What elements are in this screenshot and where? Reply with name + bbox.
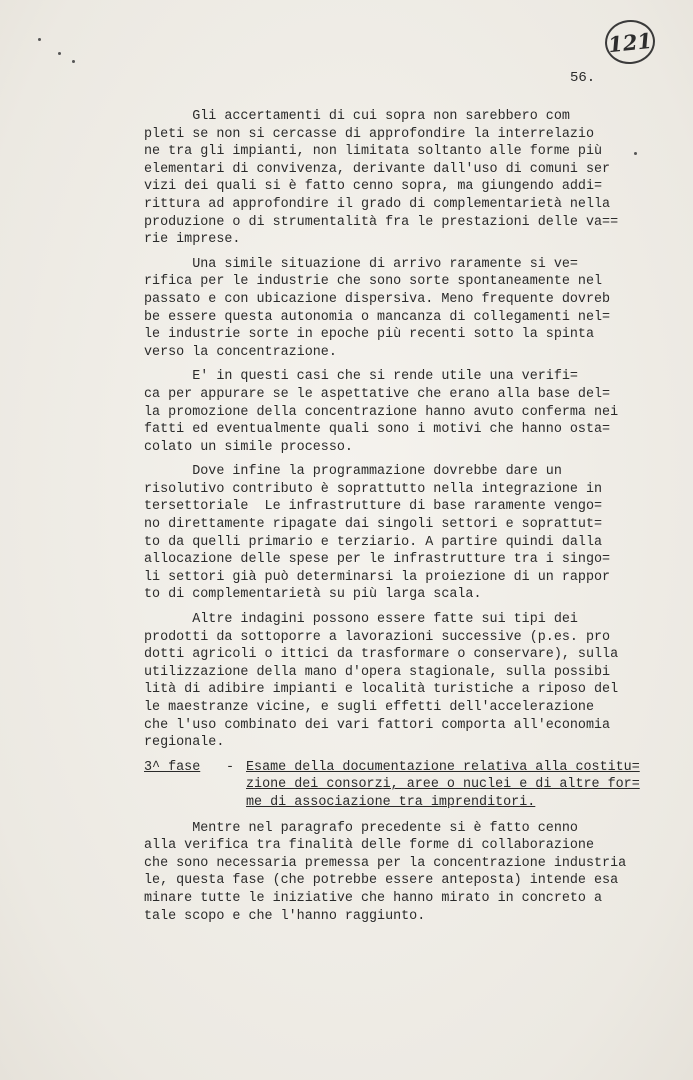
text-line: E' in questi casi che si rende utile una verifi= <box>144 369 578 385</box>
paragraph <box>144 611 664 752</box>
final-paragraph <box>144 820 664 926</box>
text-line: vizi dei quali si è fatto cenno sopra, ma giungendo addi= <box>144 179 603 195</box>
text-line: regionale. <box>144 735 225 751</box>
scan-speck <box>58 52 61 55</box>
text-line: ne tra gli impianti, non limitata soltanto alle forme più <box>144 144 603 160</box>
text-line: minare tutte le iniziative che hanno mirato in concreto a <box>144 890 603 906</box>
section-heading <box>144 759 664 812</box>
text-line: rie imprese. <box>144 232 241 248</box>
text-line: elementari di convivenza, derivante dall'uso di comuni ser <box>144 161 611 177</box>
text-line: Mentre nel paragrafo precedente si è fatto cenno <box>144 820 578 836</box>
text-line: passato e con ubicazione dispersiva. Meno frequente dovreb <box>144 291 611 307</box>
text-line: ca per appurare se le aspettative che erano alla base del= <box>144 386 611 402</box>
text-line: risolutivo contributo è soprattutto nella integrazione in <box>144 481 603 497</box>
scan-speck <box>72 60 75 63</box>
paragraphs <box>144 108 664 752</box>
text-line: alla verifica tra finalità delle forme di collaborazione <box>144 838 594 854</box>
text-line: Gli accertamenti di cui sopra non sarebbero com <box>144 109 570 124</box>
text-line: le industrie sorte in epoche più recenti sotto la spinta <box>144 327 594 343</box>
text-line: no direttamente ripagate dai singoli settori e soprattut= <box>144 517 603 533</box>
text-line: colato un simile processo. <box>144 439 353 455</box>
text-line: Altre indagini possono essere fatte sui tipi dei <box>144 612 578 628</box>
text-line: to di complementarietà su più larga scala. <box>144 587 482 603</box>
text-line: lità di adibire impianti e località turistiche a riposo del <box>144 682 619 698</box>
heading-dash: - <box>226 759 235 775</box>
text-line: che l'uso combinato dei vari fattori comporta all'economia <box>144 717 611 733</box>
text-line: li settori già può determinarsi la proiezione di un rappor <box>144 569 611 585</box>
text-line: rifica per le industrie che sono sorte spontaneamente nel <box>144 274 603 290</box>
text-line: be essere questa autonomia o mancanza di collegamenti nel= <box>144 309 611 325</box>
text-line: tersettoriale Le infrastrutture di base raramente vengo= <box>144 499 603 515</box>
text-line: dotti agricoli o ittici da trasformare o conservare), sulla <box>144 647 619 663</box>
text-line: Dove infine la programmazione dovrebbe dare un <box>144 464 562 480</box>
text-line: la promozione della concentrazione hanno avuto conferma nei <box>144 404 619 420</box>
text-line: le, questa fase (che potrebbe essere anteposta) intende esa <box>144 873 619 889</box>
archive-stamp: 121 <box>603 18 657 67</box>
text-line: fatti ed eventualmente quali sono i motivi che hanno osta= <box>144 422 611 438</box>
text-line: to da quelli primario e terziario. A partire quindi dalla <box>144 534 603 550</box>
heading-title <box>246 759 640 812</box>
text-line: prodotti da sottoporre a lavorazioni successive (p.es. pro <box>144 629 611 645</box>
page-number: 56. <box>570 70 596 86</box>
paragraph <box>144 368 664 456</box>
heading-label: 3^ fase <box>144 759 201 775</box>
text-line: tale scopo e che l'hanno raggiunto. <box>144 908 426 924</box>
text-line: le maestranze vicine, e sugli effetti dell'accelerazione <box>144 700 594 715</box>
text-line: che sono necessaria premessa per la concentrazione industria <box>144 855 627 871</box>
text-line: allocazione delle spese per le infrastrutture tra i singo= <box>144 552 611 568</box>
text-line: utilizzazione della mano d'opera stagionale, sulla possibi <box>144 664 611 680</box>
paragraph <box>144 108 664 249</box>
body-text <box>144 108 664 932</box>
heading-line: zione dei consorzi, aree o nuclei e di altre for= <box>246 777 640 793</box>
text-line: Una simile situazione di arrivo raramente si ve= <box>144 256 578 272</box>
paragraph <box>144 463 664 604</box>
text-line: produzione o di strumentalità fra le prestazioni delle va== <box>144 214 619 230</box>
text-line: rittura ad approfondire il grado di complementarietà nella <box>144 196 611 212</box>
heading-line: Esame della documentazione relativa alla costitu= <box>246 759 640 775</box>
text-line: pleti se non si cercasse di approfondire la interrelazio <box>144 126 594 142</box>
text-line: verso la concentrazione. <box>144 344 337 360</box>
scan-speck <box>38 38 41 41</box>
paragraph <box>144 256 664 362</box>
heading-line: me di associazione tra imprenditori. <box>246 794 536 810</box>
